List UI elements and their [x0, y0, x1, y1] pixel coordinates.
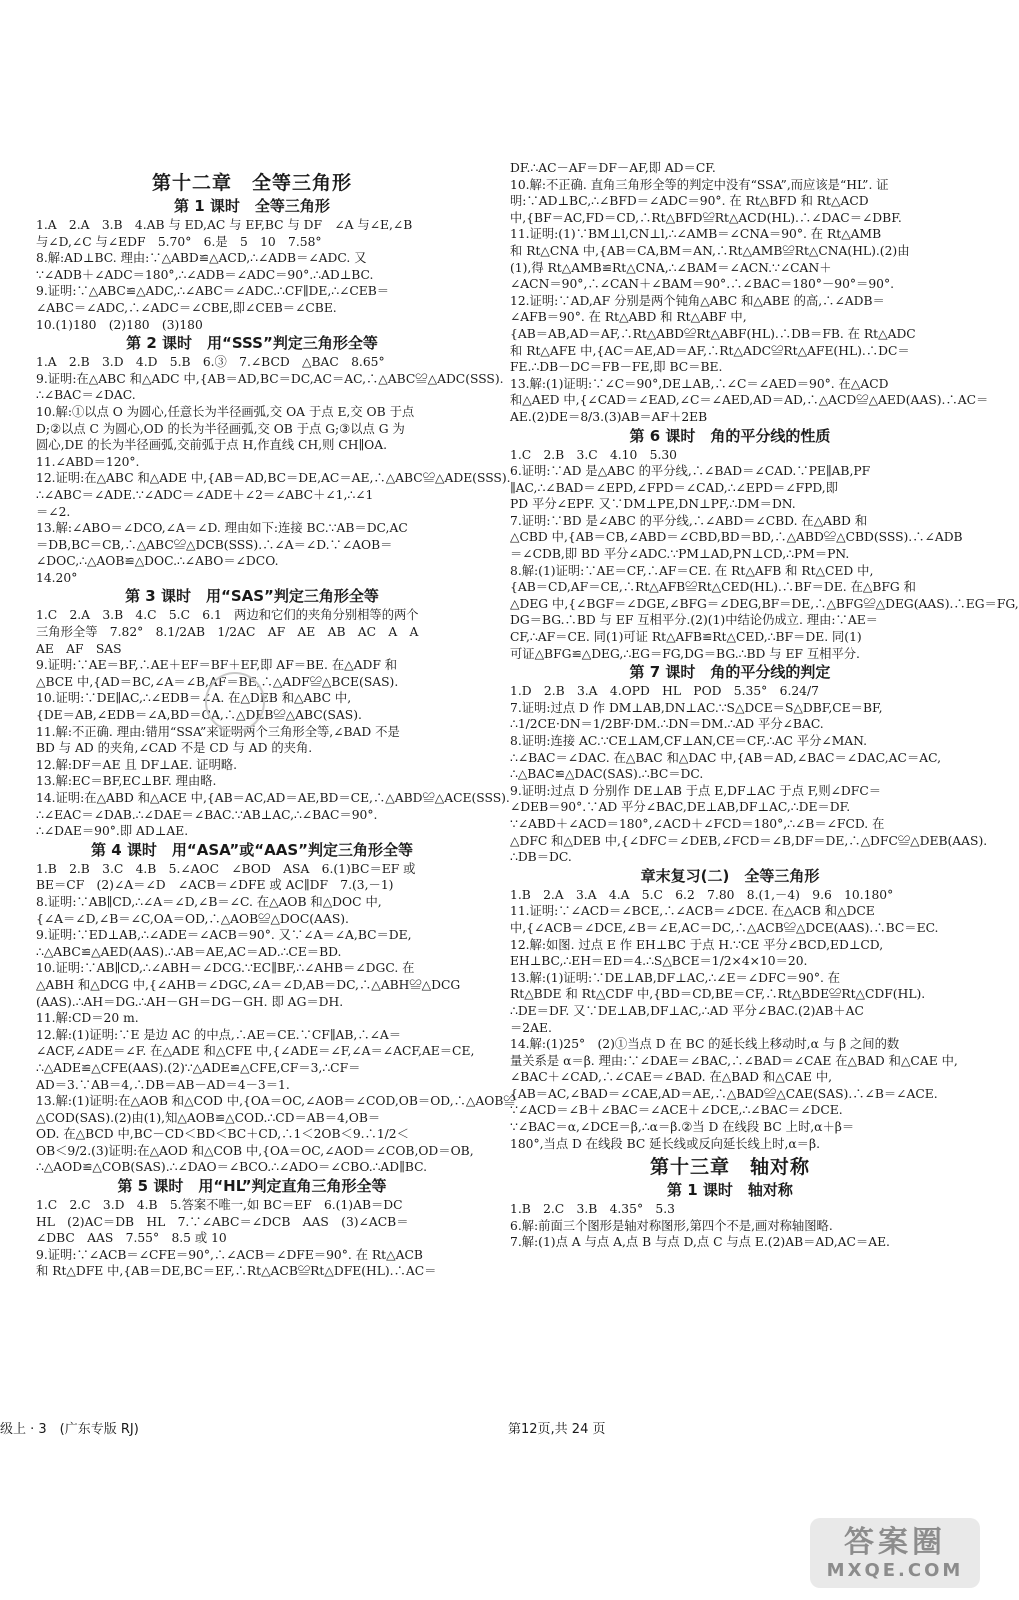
answer-line: ∴∠DAE＝90°.即 AD⊥AE. — [36, 824, 189, 839]
answer-line: △COD(SAS).(2)由(1),知△AOB≌△COD.∴CD＝AB＝4,OB＝ — [36, 1110, 381, 1125]
answer-line: 9.证明:∵AE＝BF,∴AE＋EF＝BF＋EF,即 AF＝BE. 在△ADF 和 — [36, 658, 398, 673]
answer-line: 8.证明:∵AB∥CD,∴∠A＝∠D,∠B＝∠C. 在△AOB 和△DOC 中, — [36, 894, 382, 909]
footer-page-number: 第12页,共 24 页 — [508, 1422, 606, 1437]
answer-line: 11.解:CD＝20 m. — [36, 1011, 139, 1026]
answer-line: {AB＝AC,∠BAD＝∠CAE,AD＝AE,∴△BAD≌△CAE(SAS).∴∠B＝∠ACE. — [510, 1086, 938, 1101]
chapter-heading: 第十二章 全等三角形 — [151, 172, 352, 194]
answer-line: AE AF SAS — [36, 641, 122, 656]
lesson-heading: 第 6 课时 角的平分线的性质 — [629, 426, 831, 445]
answer-line: 10.解:①以点 O 为圆心,任意长为半径画弧,交 OA 于点 E,交 OB 于点 — [36, 404, 415, 419]
answer-line: ∠DOC,∴△AOB≌△DOC.∴∠ABO＝∠DCO. — [36, 554, 279, 569]
answer-line: 1.A 2.B 3.D 4.D 5.B 6.③ 7.∠BCD △BAC 8.65° — [36, 355, 385, 370]
answer-line: △ABH 和△DCG 中,{∠AHB＝∠DGC,∠A＝∠D,AB＝DC,∴△ABH≌△DCG — [36, 977, 461, 992]
answer-line: ∴1/2CE·DN＝1/2BF·DM.∴DN＝DM.∴AD 平分∠BAC. — [510, 717, 824, 732]
right-column — [510, 160, 1019, 1251]
answer-line: 8.解:(1)证明:∵AE＝CF,∴AF＝CE. 在 Rt△AFB 和 Rt△CED 中, — [510, 563, 874, 578]
answer-line: 6.解:前面三个图形是轴对称图形,第四个不是,画对称轴图略. — [510, 1218, 833, 1233]
answer-line: 13.解:(1)证明:∵∠C＝90°,DE⊥AB,∴∠C＝∠AED＝90°. 在△ACD — [510, 376, 889, 391]
answer-line: 11.证明:∵∠ACD＝∠BCE,∴∠ACB＝∠DCE. 在△ACB 和△DCE — [510, 904, 875, 919]
answer-line: ∠BAC＋∠CAD,∴∠CAE＝∠BAD. 在△BAD 和△CAE 中, — [510, 1070, 833, 1085]
answer-line: 6.证明:∵AD 是△ABC 的平分线,∴∠BAD＝∠CAD.∵PE∥AB,PF — [510, 464, 871, 479]
site-watermark — [810, 1518, 980, 1588]
answer-line: 12.证明:在△ABC 和△ADE 中,{AB＝AD,BC＝DE,AC＝AE,∴△ABC≌△ADE(SSS). — [36, 471, 511, 486]
answer-line: {AB＝AB,AD＝AF,∴Rt△ABD≌Rt△ABF(HL).∴DB＝FB. 在 Rt△ADC — [510, 326, 916, 341]
answer-line: ∵∠ABD＋∠ACD＝180°,∠ACD＋∠FCD＝180°,∴∠B＝∠FCD. 在 — [510, 816, 885, 831]
answer-line: 9.证明:∵ED⊥AB,∴∠ADE＝∠ACB＝90°. 又∵∠A＝∠A,BC＝DE, — [36, 928, 412, 943]
answer-line: ＝∠2. — [36, 504, 71, 519]
answer-line: 12.证明:∵AD,AF 分别是两个钝角△ABC 和△ABE 的高,∴∠ADB＝ — [510, 293, 885, 308]
answer-line: 1.C 2.B 3.C 4.10 5.30 — [510, 447, 677, 462]
answer-line: 10.(1)180 (2)180 (3)180 — [36, 317, 203, 332]
answer-line: 9.证明:过点 D 分别作 DE⊥AB 于点 E,DF⊥AC 于点 F,则∠DFC＝ — [510, 783, 882, 798]
answer-line: 14.证明:在△ABD 和△ACE 中,{AB＝AC,AD＝AE,BD＝CE,∴△ABD≌△ACE(SSS). — [36, 791, 510, 805]
answer-line: 中,{BF＝AC,FD＝CD,∴Rt△BFD≌Rt△ACD(HL).∴∠DAC＝∠DBF. — [510, 210, 902, 225]
answer-line: 9.证明:∵∠ACB＝∠CFE＝90°,∴∠ACB＝∠DFE＝90°. 在 Rt△ACB — [36, 1247, 423, 1262]
answer-line: 1.B 2.A 3.A 4.A 5.C 6.2 7.80 8.(1,－4) 9.6 10.180° — [510, 887, 894, 902]
answer-line: △DEG 中,{∠BGF＝∠DGE,∠BFG＝∠DEG,BF＝DE,∴△BFG≌△DEG(AAS).∴EG＝FG, — [510, 596, 1019, 611]
watermark-url: MXQE.COM — [826, 1559, 964, 1581]
answer-line: 1.C 2.C 3.D 4.B 5.答案不唯一,如 BC＝EF 6.(1)AB＝DC — [36, 1198, 403, 1213]
answer-line: ∴△BAC≌△DAC(SAS).∴BC＝DC. — [510, 767, 704, 782]
answer-line: BE＝CF (2)∠A＝∠D ∠ACB＝∠DFE 或 AC∥DF 7.(3,－1) — [36, 878, 394, 893]
answer-line: FE.∴DB－DC＝FB－FE,即 BC＝BE. — [510, 360, 723, 375]
answer-line: 7.解:(1)点 A 与点 A,点 B 与点 D,点 C 与点 E.(2)AB＝AD,AC＝AE. — [510, 1235, 890, 1250]
answer-line: ∠DBC AAS 7.55° 8.5 或 10 — [36, 1231, 227, 1246]
answer-line: 明:∵AD⊥BC,∴∠BFD＝∠ADC＝90°. 在 Rt△BFD 和 Rt△ACD — [510, 194, 869, 209]
answer-line: HL (2)AC＝DB HL 7.∵∠ABC＝∠DCB AAS (3)∠ACB＝ — [36, 1214, 409, 1229]
answer-line: 10.证明:∵DE∥AC,∴∠EDB＝∠A. 在△DEB 和△ABC 中, — [36, 691, 352, 706]
answer-line: 12.解:如图. 过点 E 作 EH⊥BC 于点 H.∵CE 平分∠BCD,ED⊥CD, — [510, 937, 884, 952]
answer-line: △DFC 和△DEB 中,{∠DFC＝∠DEB,∠FCD＝∠B,DF＝DE,∴△DFC≌△DEB(AAS). — [510, 833, 988, 848]
answer-line: ∴∠BAC＝∠DAC. — [36, 388, 136, 403]
lesson-heading: 第 4 课时 用“ASA”或“AAS”判定三角形全等 — [91, 840, 413, 859]
answer-line: 11.解:不正确. 理由:错用“SSA”来证明两个三角形全等,∠BAD 不是 — [36, 724, 400, 739]
answer-line: 1.C 2.A 3.B 4.C 5.C 6.1 两边和它们的夹角分别相等的两个 — [36, 608, 419, 623]
answer-line: 13.解:EC＝BF,EC⊥BF. 理由略. — [36, 774, 217, 789]
lesson-heading: 第 5 课时 用“HL”判定直角三角形全等 — [117, 1177, 387, 1196]
answer-line: 8.证明:连接 AC.∵CE⊥AM,CF⊥AN,CE＝CF,∴AC 平分∠MAN. — [510, 734, 868, 748]
lesson-heading: 章末复习(二) 全等三角形 — [640, 866, 820, 885]
footer-left: 级上 · 3 (广东专版 RJ) — [0, 1422, 139, 1437]
answer-line: 10.证明:∵AB∥CD,∴∠ABH＝∠DCG.∵EC∥BF,∴∠AHB＝∠DGC. 在 — [36, 961, 415, 976]
answer-line: 和△AED 中,{∠CAD＝∠EAD,∠C＝∠AED,AD＝AD,∴△ACD≌△AED(AAS).∴AC＝ — [510, 393, 989, 408]
answer-line: AD＝3.∵AB＝4,∴DB＝AB－AD＝4－3＝1. — [36, 1077, 290, 1092]
answer-line: DF.∴AC－AF＝DF－AF,即 AD＝CF. — [510, 161, 716, 175]
answer-line: ∵∠BAC＝α,∠DCE＝β,∴α＝β.②当 D 在线段 BC 上时,α＋β＝ — [510, 1120, 855, 1135]
answer-line: 8.解:AD⊥BC. 理由:∵△ABD≌△ACD,∴∠ADB＝∠ADC. 又 — [36, 251, 367, 266]
answer-line: 9.证明:∵△ABC≌△ADC,∴∠ABC＝∠ADC.∴CF∥DE,∴∠CEB＝ — [36, 284, 390, 299]
lesson-heading: 第 3 课时 用“SAS”判定三角形全等 — [125, 587, 379, 606]
answer-line: (1),得 Rt△AMB≌Rt△CNA,∴∠BAM＝∠ACN.∵∠CAN＋ — [510, 260, 832, 275]
answer-line: ∠ACF,∠ADE＝∠F. 在△ADE 和△CFE 中,{∠ADE＝∠F,∠A＝∠ACF,AE＝CE, — [36, 1044, 475, 1059]
answer-line: 和 Rt△DFE 中,{AB＝DE,BC＝EF,∴Rt△ACB≌Rt△DFE(HL).∴AC＝ — [36, 1264, 437, 1279]
answer-line: EH⊥BC,∴EH＝ED＝4.∴S△BCE＝1/2×4×10＝20. — [510, 954, 808, 969]
answer-line: ＝∠CDB,即 BD 平分∠ADC.∵PM⊥AD,PN⊥CD,∴PM＝PN. — [510, 547, 850, 562]
answer-line: ∴△ADE≌△CFE(AAS).(2)∵△ADE≌△CFE,CF＝3,∴CF＝ — [36, 1060, 361, 1075]
answer-line: ∠AFB＝90°. 在 Rt△ABD 和 Rt△ABF 中, — [510, 310, 747, 325]
answer-line: BD 与 AD 的夹角,∠CAD 不是 CD 与 AD 的夹角. — [36, 741, 313, 756]
answer-line: 180°,当点 D 在线段 BC 延长线或反向延长线上时,α＝β. — [510, 1136, 820, 1151]
answer-line: (AAS).∴AH＝DG.∴AH－GH＝DG－GH. 即 AG＝DH. — [36, 994, 344, 1009]
answer-line: D;②以点 C 为圆心,OD 的长为半径画弧,交 OB 于点 G;③以点 G 为 — [36, 421, 405, 436]
answer-line: 7.证明:过点 D 作 DM⊥AB,DN⊥AC.∵S△DCE＝S△DBF,CE＝BF, — [510, 700, 883, 715]
answer-line: {AB＝CD,AF＝CE,∴Rt△AFB≌Rt△CED(HL).∴BF＝DE. 在△BFG 和 — [510, 580, 916, 595]
chapter-heading: 第十三章 轴对称 — [649, 1156, 810, 1179]
answer-line: 9.证明:在△ABC 和△ADC 中,{AB＝AD,BC＝DC,AC＝AC,∴△ABC≌△ADC(SSS). — [36, 371, 504, 386]
answer-line: 1.B 2.C 3.B 4.35° 5.3 — [510, 1202, 675, 1217]
answer-line: ＝DB,BC＝CB,∴△ABC≌△DCB(SSS).∴∠A＝∠D.∵∠AOB＝ — [36, 537, 393, 552]
answer-line: 7.证明:∵BD 是∠ABC 的平分线,∴∠ABD＝∠CBD. 在△ABD 和 — [510, 513, 868, 528]
answer-line: ∴△AOD≌△COB(SAS).∴∠DAO＝∠BCO.∴∠ADO＝∠CBO.∴AD∥BC. — [36, 1160, 427, 1175]
answer-line: △CBD 中,{AB＝CB,∠ABD＝∠CBD,BD＝BD,∴△ABD≌△CBD(SSS).∴∠ADB — [510, 530, 963, 545]
faded-stamp — [205, 672, 265, 732]
answer-line: ∴DB＝DC. — [510, 850, 572, 865]
answer-line: △BCE 中,{AD＝BC,∠A＝∠B,AF＝BE,∴△ADF≌△BCE(SAS). — [36, 674, 399, 689]
answer-line: 与∠D,∠C 与∠EDF 5.70° 6.是 5 10 7.58° — [36, 234, 322, 249]
answer-line: ∥AC,∴∠BAD＝∠EPD,∠FPD＝∠CAD,∴∠EPD＝∠FPD,即 — [510, 480, 838, 495]
answer-line: PD 平分∠EPF. 又∵DM⊥PE,DN⊥PF,∴DM＝DN. — [510, 497, 796, 512]
answer-line: 12.解:DF＝AE 且 DF⊥AE. 证明略. — [36, 757, 238, 772]
lesson-heading: 第 7 课时 角的平分线的判定 — [629, 663, 831, 682]
answer-line: 14.20° — [36, 570, 78, 585]
lesson-heading: 第 1 课时 轴对称 — [667, 1181, 793, 1200]
answer-line: 中,{∠ACB＝∠DCE,∠B＝∠E,AC＝DC,∴△ACB≌△DCE(AAS).∴BC＝EC. — [510, 920, 939, 935]
answer-line: 三角形全等 7.82° 8.1/2AB 1/2AC AF AE AB AC A A — [36, 625, 419, 640]
answer-line: 11.证明:(1)∵BM⊥l,CN⊥l,∴∠AMB＝∠CNA＝90°. 在 Rt△AMB — [510, 227, 882, 242]
answer-line: 10.解:不正确. 直角三角形全等的判定中没有“SSA”,而应该是“HL”. 证 — [510, 177, 889, 192]
answer-line: 和 Rt△CNA 中,{AB＝CA,BM＝AN,∴Rt△AMB≌Rt△CNA(HL).(2)由 — [510, 243, 910, 258]
answer-line: {DE＝AB,∠EDB＝∠A,BD＝CA,∴△DEB≌△ABC(SAS). — [36, 708, 362, 723]
answer-line: ∠ACN＝90°,∴∠CAN＋∠BAM＝90°.∴∠BAC＝180°－90°＝90°. — [510, 277, 895, 292]
answer-line: 14.解:(1)25° (2)①当点 D 在 BC 的延长线上移动时,α 与 β 之间的数 — [510, 1037, 900, 1052]
answer-line: DG＝BG.∴BD 与 EF 互相平分.(2)(1)中结论仍成立. 理由:∵AE＝ — [510, 613, 878, 628]
answer-line: ∴△ABC≌△AED(AAS).∴AB＝AE,AC＝AD.∴CE＝BD. — [36, 944, 342, 959]
answer-line: AE.(2)DE＝8/3.(3)AB＝AF＋2EB — [510, 409, 708, 424]
answer-line: 13.解:∠ABO＝∠DCO,∠A＝∠D. 理由如下:连接 BC.∵AB＝DC,AC — [36, 521, 408, 536]
answer-line: OB＜9/2.(3)证明:在△AOD 和△COB 中,{OA＝OC,∠AOD＝∠COB,OD＝OB, — [36, 1143, 474, 1158]
answer-line: 11.∠ABD＝120°. — [36, 454, 140, 469]
answer-line: 可证△BFG≌△DEG,∴EG＝FG,DG＝BG.∴BD 与 EF 互相平分. — [510, 646, 860, 661]
answer-line: 圆心,DE 的长为半径画弧,交前弧于点 H,作直线 CH,则 CH∥OA. — [36, 438, 387, 453]
answer-line: 1.D 2.B 3.A 4.OPD HL POD 5.35° 6.24/7 — [510, 684, 819, 699]
answer-line: CF,∴AF＝CE. 同(1)可证 Rt△AFB≌Rt△CED,∴BF＝DE. 同(1) — [510, 630, 862, 645]
answer-line: 12.解:(1)证明:∵E 是边 AC 的中点,∴AE＝CE.∵CF∥AB,∴∠A＝ — [36, 1027, 402, 1042]
answer-line: 和 Rt△AFE 中,{AC＝AE,AD＝AF,∴Rt△ADC≌Rt△AFE(HL).∴DC＝ — [510, 343, 910, 358]
watermark-title: 答案圈 — [844, 1524, 946, 1560]
answer-line: ∴∠BAC＝∠DAC. 在△BAC 和△DAC 中,{AB＝AD,∠BAC＝∠DAC,AC＝AC, — [510, 750, 942, 765]
answer-line: {∠A＝∠D,∠B＝∠C,OA＝OD,∴△AOB≌△DOC(AAS). — [36, 911, 349, 926]
answer-line: ∵∠ACD＝∠B＋∠BAC＝∠ACE＋∠DCE,∴∠BAC＝∠DCE. — [510, 1103, 843, 1118]
answer-line: Rt△BDE 和 Rt△CDF 中,{BD＝CD,BE＝CF,∴Rt△BDE≌Rt△CDF(HL). — [510, 987, 926, 1002]
answer-line: ∴∠EAC＝∠DAB.∴∠DAE＝∠BAC.∵AB⊥AC,∴∠BAC＝90°. — [36, 807, 378, 822]
answer-line: 1.A 2.A 3.B 4.AB 与 ED,AC 与 EF,BC 与 DF ∠A 与∠E,∠B — [36, 218, 413, 232]
answer-line: OD. 在△BCD 中,BC－CD＜BD＜BC＋CD,∴1＜2OB＜9.∴1/2＜ — [36, 1127, 409, 1142]
answer-line: 1.B 2.B 3.C 4.B 5.∠AOC ∠BOD ASA 6.(1)BC＝EF 或 — [36, 861, 416, 876]
answer-line: ∠DEB＝90°.∵AD 平分∠BAC,DE⊥AB,DF⊥AC,∴DE＝DF. — [510, 800, 851, 815]
lesson-heading: 第 2 课时 用“SSS”判定三角形全等 — [126, 334, 378, 353]
answer-line: ∠ABC＝∠ADC,∴∠ADC＝∠CBE,即∠CEB＝∠CBE. — [36, 300, 337, 315]
lesson-heading: 第 1 课时 全等三角形 — [174, 197, 330, 215]
answer-line: ＝2AE. — [510, 1020, 552, 1035]
answer-line: 量关系是 α＝β. 理由:∵∠DAE＝∠BAC,∴∠BAD＝∠CAE 在△BAD 和△CAE 中, — [510, 1053, 958, 1068]
answer-line: 13.解:(1)证明:∵DE⊥AB,DF⊥AC,∴∠E＝∠DFC＝90°. 在 — [510, 970, 841, 985]
answer-line: ∴∠ABC＝∠ADE.∵∠ADC＝∠ADE＋∠2＝∠ABC＋∠1,∴∠1 — [36, 487, 374, 502]
answer-line: 13.解:(1)证明:在△AOB 和△COD 中,{OA＝OC,∠AOB＝∠COD,OB＝OD,∴△AOB≌ — [36, 1094, 516, 1109]
answer-line: ∴DE＝DF. 又∵DE⊥AB,DF⊥AC,∴AD 平分∠BAC.(2)AB＋AC — [510, 1003, 864, 1018]
answer-line: ∵∠ADB＋∠ADC＝180°,∴∠ADB＝∠ADC＝90°.∴AD⊥BC. — [36, 267, 374, 282]
